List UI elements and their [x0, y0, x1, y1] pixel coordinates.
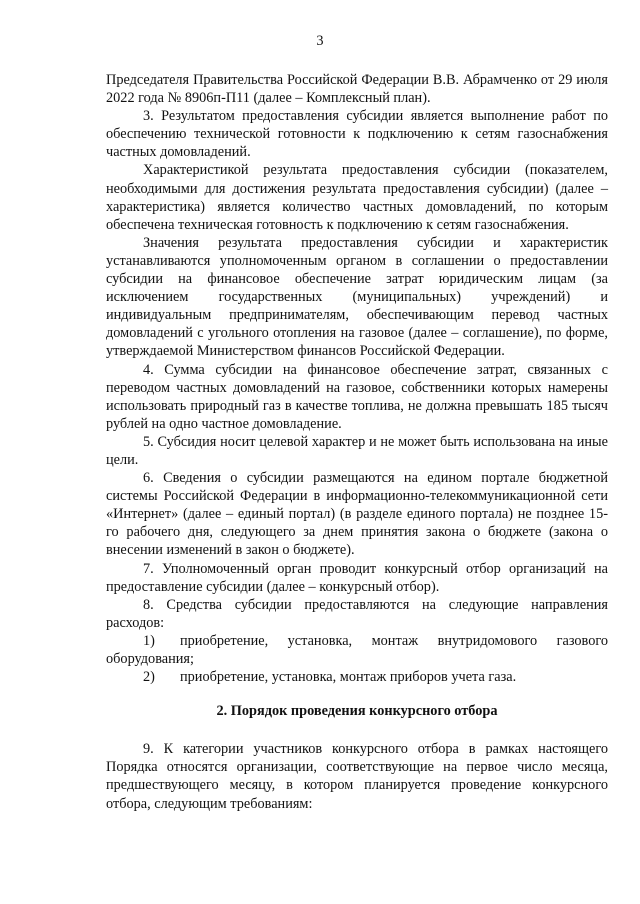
paragraph-item-8: 8. Средства субсидии предоставляются на следующие направления расходов:: [106, 596, 608, 631]
list-item-text: приобретение, установка, монтаж приборов учета газа.: [180, 669, 517, 686]
section-heading: 2. Порядок проведения конкурсного отбора: [216, 703, 498, 720]
paragraph-item-7: 7. Уполномоченный орган проводит конкурсный отбор организаций на предоставление субсидии (далее – конкурсный отбор).: [106, 560, 608, 595]
page-number: 3: [316, 33, 324, 49]
list-marker: 1): [143, 632, 155, 649]
paragraph-item-6: 6. Сведения о субсидии размещаются на едином портале бюджетной системы Российской Федерации в информационно-телекоммуникационной сети «Интернет» (далее – единый портал) (в разделе единого портала) не позднее 15-го рабочего дня, следующего за днем принятия закона о бюджете (закона о внесении изменений в закон о бюджете).: [106, 470, 608, 559]
document-body: [106, 71, 608, 813]
list-item: [106, 668, 608, 686]
paragraph-item-9: 9. К категории участников конкурсного отбора в рамках настоящего Порядка относятся организации, соответствующие на первое число месяца, предшествующего месяцу, в котором планируется проведение конкурсного отбора, следующим требованиям:: [106, 741, 608, 812]
paragraph-characteristic: Характеристикой результата предоставления субсидии (показателем, необходимыми для достижения результата предоставления субсидии) (далее – характеристика) является количество частных домовладений, по которым обеспечена техническая готовность к подключению к сетям газоснабжения.: [106, 162, 608, 233]
list-marker: 2): [143, 669, 155, 686]
paragraph-continuation: Председателя Правительства Российской Федерации В.В. Абрамченко от 29 июля 2022 года № 8906п-П11 (далее – Комплексный план).: [106, 72, 608, 107]
paragraph-item-3: 3. Результатом предоставления субсидии является выполнение работ по обеспечению технической готовности к подключению к сетям газоснабжения частных домовладений.: [106, 108, 608, 161]
paragraph-item-5: 5. Субсидия носит целевой характер и не может быть использована на иные цели.: [106, 433, 608, 468]
paragraph-item-4: 4. Сумма субсидии на финансовое обеспечение затрат, связанных с переводом частных домовладений на газовое, собственники которых намерены использовать природный газ в качестве топлива, не должна превышать 185 тысяч рублей на одно частное домовладение.: [106, 361, 608, 432]
list-item-text: приобретение, установка, монтаж внутридомового газового оборудования;: [106, 632, 608, 667]
paragraph-values: Значения результата предоставления субсидии и характеристик устанавливаются уполномоченным органом в соглашении о предоставлении субсидии на финансовое обеспечение затрат юридическим лицам (за исключением государственных (муниципальных) учреждений) и индивидуальным предпринимателям, обеспечивающим перевод частных домовладений с угольного отопления на газовое (далее – соглашение), по форме, утверждаемой Министерством финансов Российской Федерации.: [106, 234, 608, 360]
list-item: [106, 632, 608, 668]
